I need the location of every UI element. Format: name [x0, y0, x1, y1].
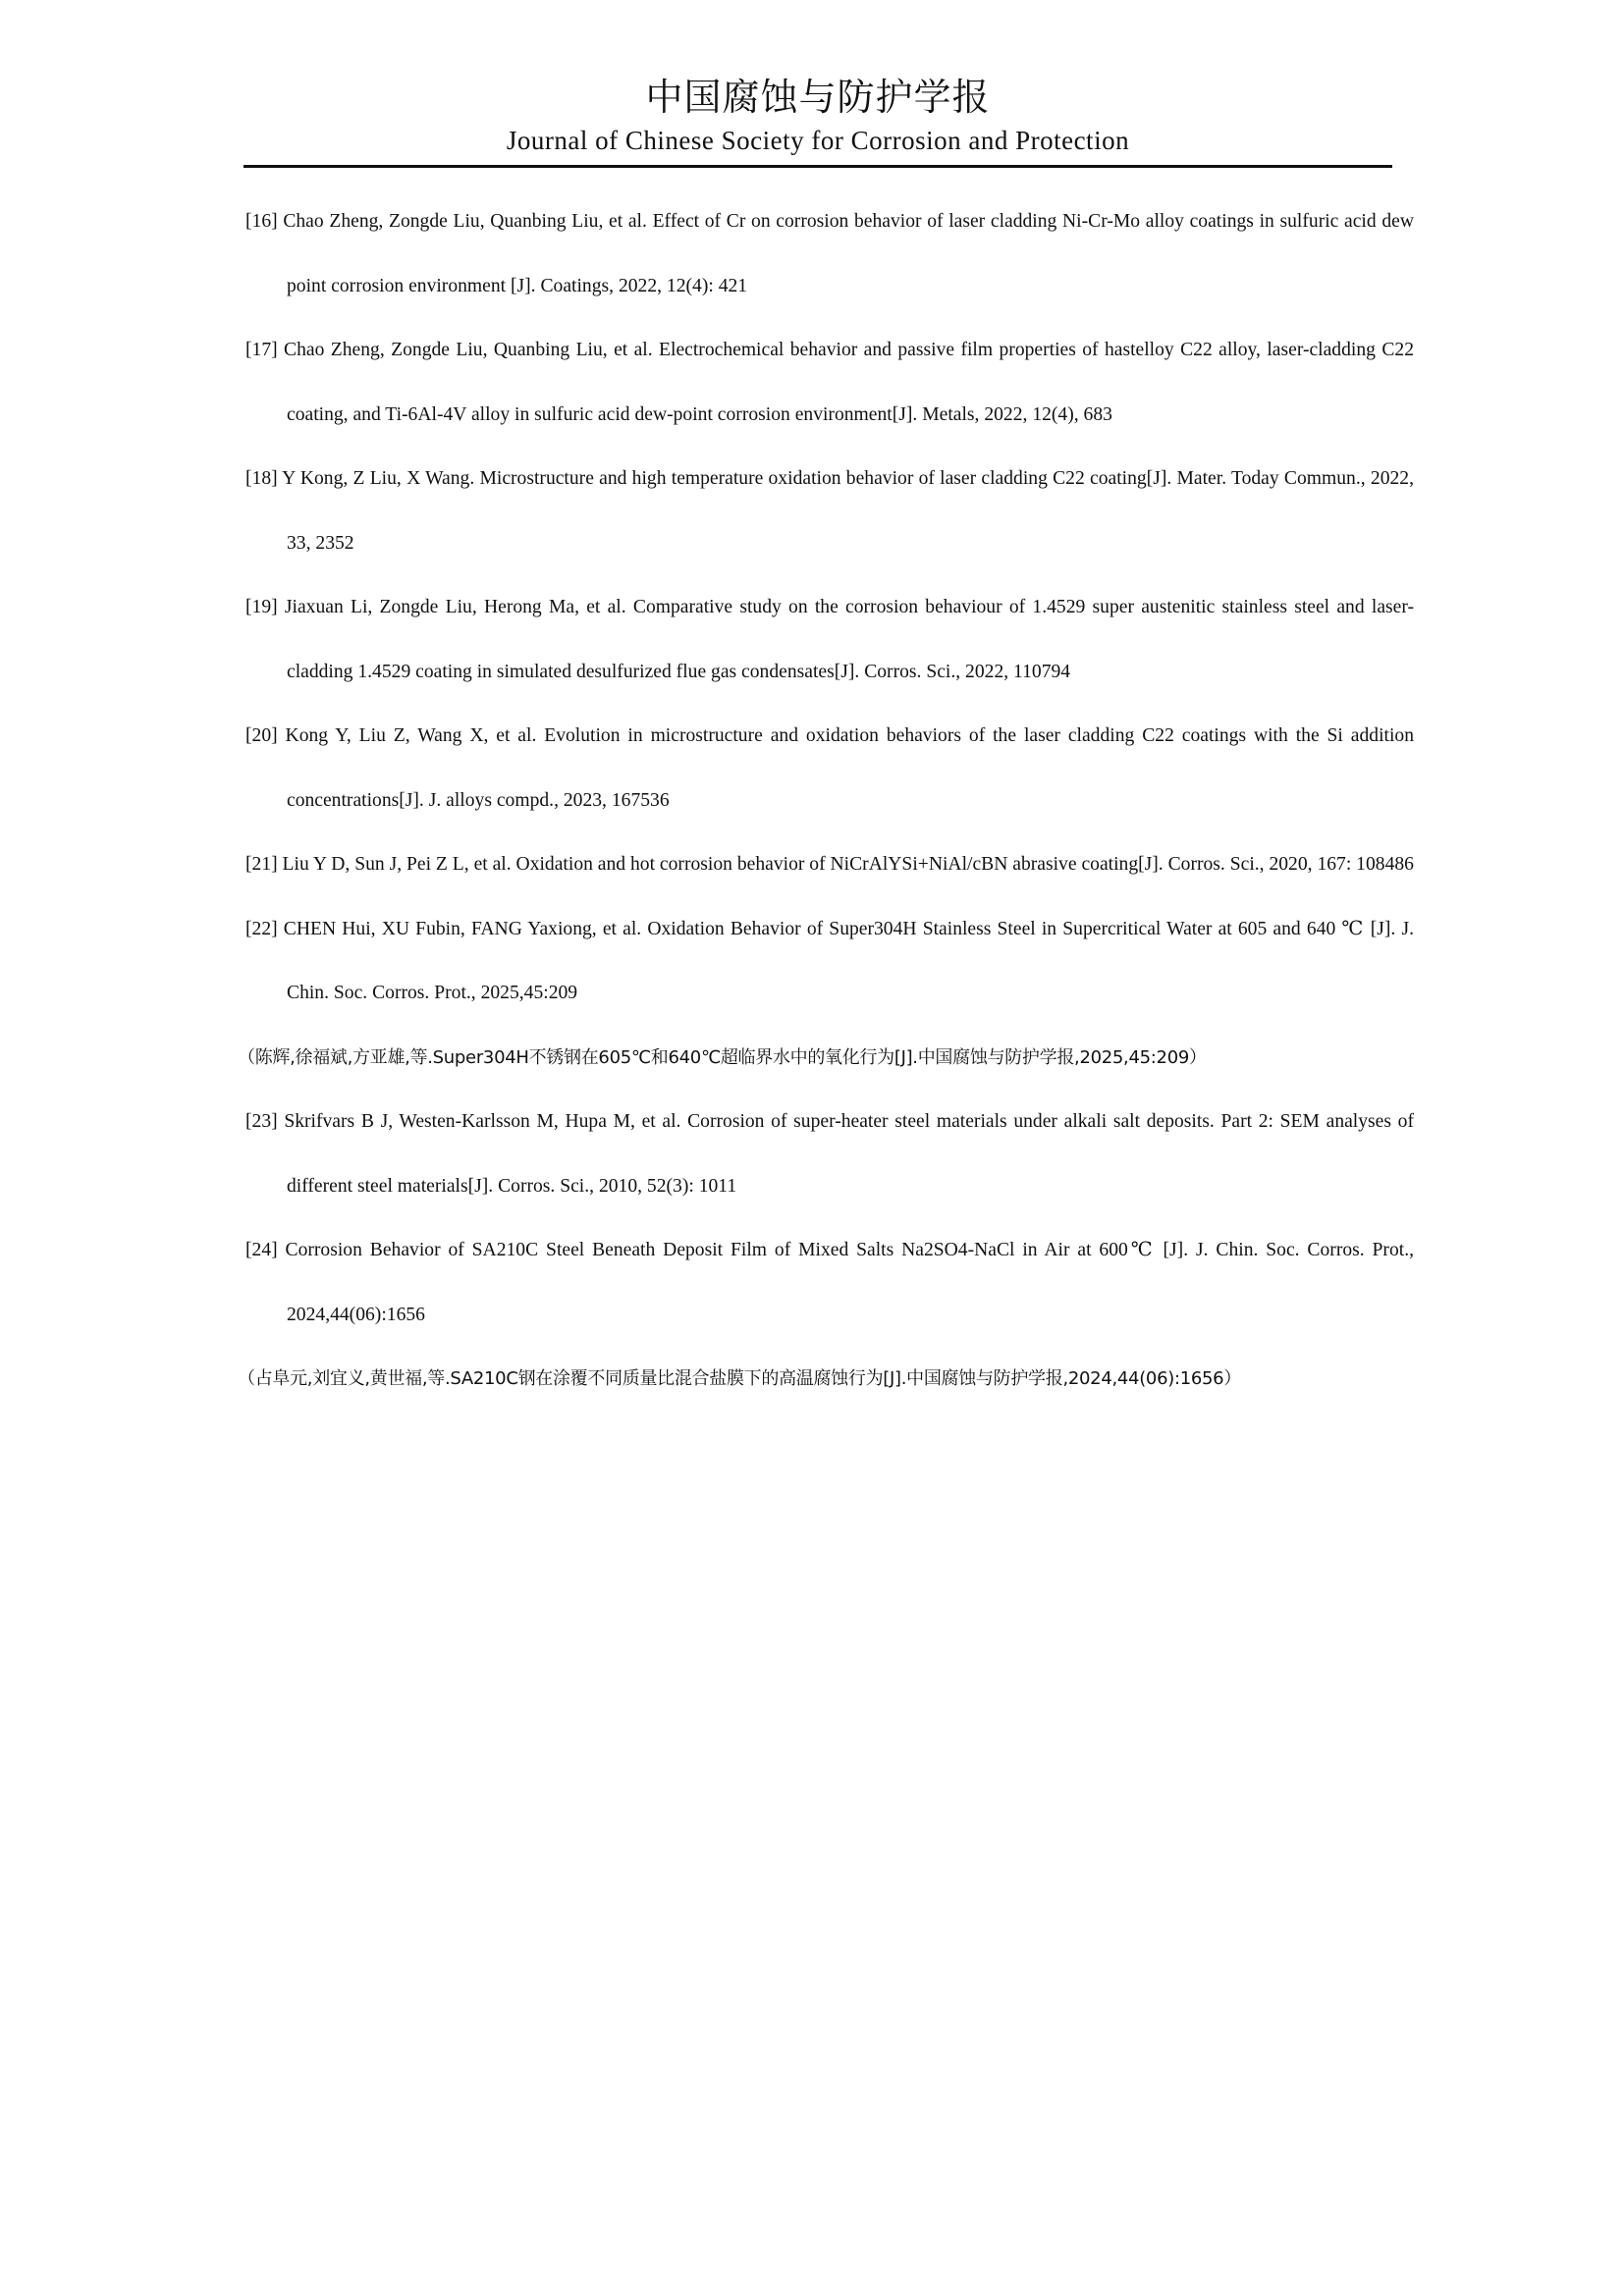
reference-18: [18] Y Kong, Z Liu, X Wang. Microstructure and high temperature oxidation behavior of laser cladding C22 coating[J]. Mater. Today Commun., 2022, 33, 2352 — [245, 468, 1414, 554]
reference-23: [23] Skrifvars B J, Westen-Karlsson M, Hupa M, et al. Corrosion of super-heater steel materials under alkali salt deposits. Part 2: SEM analyses of different steel materials[J]. Corros. Sci., 2010, 52(3): 1011 — [245, 1111, 1414, 1197]
reference-list — [238, 189, 1414, 1412]
reference-22-chinese: （陈辉,徐福斌,方亚雄,等.Super304H不锈钢在605℃和640℃超临界水中的氧化行为[J].中国腐蚀与防护学报,2025,45:209） — [238, 1046, 1207, 1068]
reference-16: [16] Chao Zheng, Zongde Liu, Quanbing Liu, et al. Effect of Cr on corrosion behavior of laser cladding Ni-Cr-Mo alloy coatings in sulfuric acid dew point corrosion environment [J]. Coatings, 2022, 12(4): 421 — [245, 211, 1414, 296]
reference-19: [19] Jiaxuan Li, Zongde Liu, Herong Ma, et al. Comparative study on the corrosion behaviour of 1.4529 super austenitic stainless steel and laser-cladding 1.4529 coating in simulated desulfurized flue gas condensates[J]. Corros. Sci., 2022, 110794 — [245, 597, 1414, 682]
reference-20: [20] Kong Y, Liu Z, Wang X, et al. Evolution in microstructure and oxidation behaviors of the laser cladding C22 coatings with the Si addition concentrations[J]. J. alloys compd., 2023, 167536 — [245, 725, 1414, 811]
journal-header — [244, 73, 1392, 157]
reference-24: [24] Corrosion Behavior of SA210C Steel Beneath Deposit Film of Mixed Salts Na2SO4-NaCl in Air at 600℃ [J]. J. Chin. Soc. Corros. Prot., 2024,44(06):1656 — [245, 1240, 1414, 1325]
reference-21: [21] Liu Y D, Sun J, Pei Z L, et al. Oxidation and hot corrosion behavior of NiCrAlYSi+NiAl/cBN abrasive coating[J]. Corros. Sci., 2020, 167: 108486 — [245, 854, 1414, 875]
journal-title-english: Journal of Chinese Society for Corrosion and Protection — [506, 126, 1130, 155]
reference-24-chinese: （占阜元,刘宜义,黄世福,等.SA210C钢在涂覆不同质量比混合盐膜下的高温腐蚀行为[J].中国腐蚀与防护学报,2024,44(06):1656） — [238, 1368, 1242, 1389]
journal-title-chinese: 中国腐蚀与防护学报 — [645, 76, 991, 119]
reference-22: [22] CHEN Hui, XU Fubin, FANG Yaxiong, et al. Oxidation Behavior of Super304H Stainless Steel in Supercritical Water at 605 and 640 ℃ [J]. J. Chin. Soc. Corros. Prot., 2025,45:209 — [245, 918, 1414, 1003]
reference-17: [17] Chao Zheng, Zongde Liu, Quanbing Liu, et al. Electrochemical behavior and passive film properties of hastelloy C22 alloy, laser-cladding C22 coating, and Ti-6Al-4V alloy in sulfuric acid dew-point corrosion environment[J]. Metals, 2022, 12(4), 683 — [245, 340, 1414, 425]
header-divider — [244, 165, 1392, 168]
